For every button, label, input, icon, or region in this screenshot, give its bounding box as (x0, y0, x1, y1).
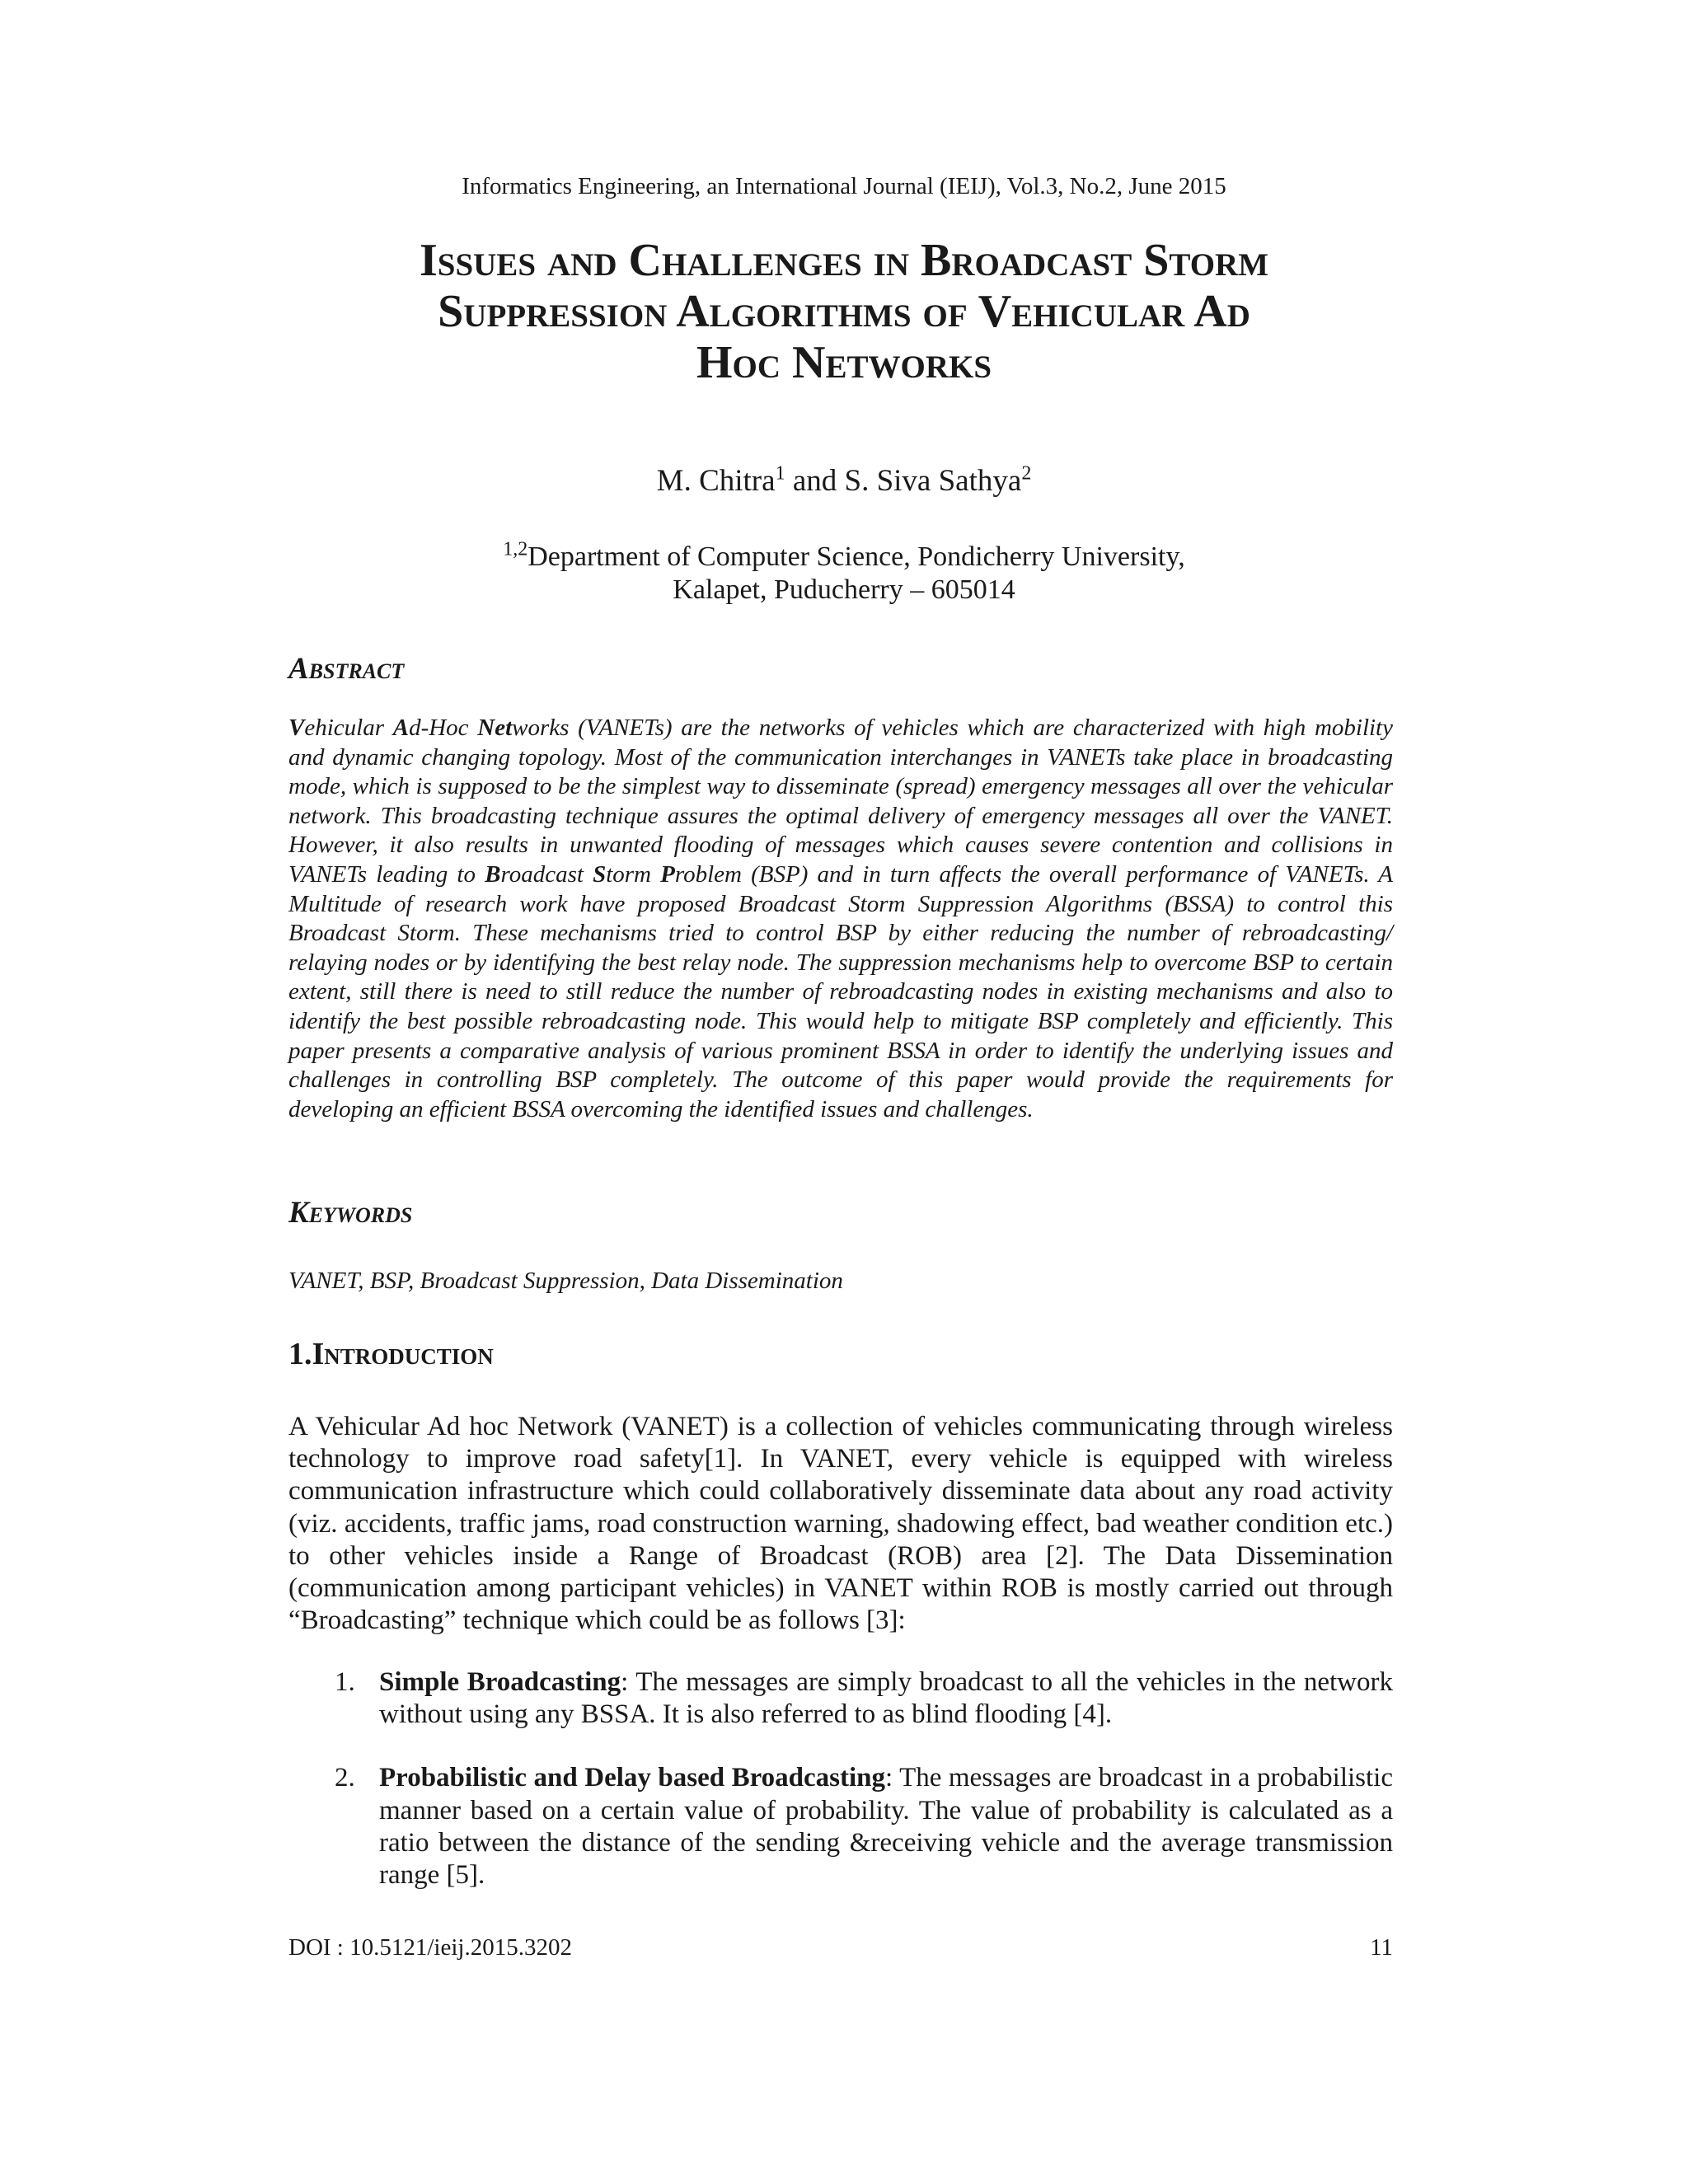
affiliation-mark: 1,2 (503, 538, 528, 560)
abstract-text: torm (606, 860, 661, 888)
abstract-heading: Abstract (288, 652, 405, 686)
affiliation (0, 538, 1688, 607)
introduction-heading: 1.Introduction (288, 1337, 494, 1371)
affiliation-line-2: Kalapet, Puducherry – 605014 (673, 574, 1015, 605)
title-line-1: Issues and Challenges in Broadcast Storm (419, 235, 1269, 286)
abstract-emph-a: A (392, 715, 410, 741)
title-line-3: Hoc Networks (696, 337, 992, 388)
author-conjunction: and (785, 464, 845, 498)
abstract-text: d-Hoc (409, 715, 478, 741)
author-1: M. Chitra (656, 464, 776, 498)
affiliation-department: Department of Computer Science, Pondicherry University, (528, 541, 1185, 572)
list-item (288, 1666, 1393, 1731)
abstract-text: roblem (BSP) and in turn affects the overall performance of VANETs. A Multitude of research work have proposed Broadcast Storm Suppression Algorithms (BSSA) to control this Broadcast Storm. These mechanisms tried to control BSP by either reducing the number of rebroadcasting/ relaying nodes or by identifying the best relay node. The suppression mechanisms help to overcome BSP to certain extent, still there is need to still reduce the number of rebroadcasting nodes in existing mechanisms and also to identify the best possible rebroadcasting node. This would help to mitigate BSP completely and efficiently. This paper presents a comparative analysis of various prominent BSSA in order to identify the underlying issues and challenges in controlling BSP completely. The outcome of this paper would provide the requirements for developing an efficient BSSA overcoming the identified issues and challenges. (288, 860, 1393, 1122)
list-item (288, 1762, 1393, 1891)
page-number: 11 (1370, 1934, 1393, 1961)
affiliation-line-1 (0, 538, 1688, 574)
list-item-term: Probabilistic and Delay based Broadcasting (379, 1763, 886, 1793)
footer-doi: DOI : 10.5121/ieij.2015.3202 (288, 1934, 572, 1961)
broadcasting-list (288, 1666, 1393, 1923)
abstract-emph-s: S (593, 860, 607, 888)
abstract-emph-p: P (660, 860, 675, 888)
abstract-text: roadcast (500, 860, 593, 888)
title-line-2: Suppression Algorithms of Vehicular Ad (438, 286, 1250, 337)
running-header: Informatics Engineering, an International Journal (IEIJ), Vol.3, No.2, June 2015 (462, 173, 1226, 199)
abstract-emph-b: B (485, 860, 501, 888)
list-item-text: : The messages are broadcast in a probabilistic manner based on a certain value of probability. The value of probability is calculated as a ratio between the distance of the sending &receiving vehicle and the average transmission range [5]. (379, 1763, 1393, 1891)
abstract-body (288, 714, 1393, 1124)
list-item-number: 2. (335, 1763, 355, 1793)
author-1-affiliation-mark: 1 (775, 462, 785, 485)
author-2: S. Siva Sathya (844, 464, 1022, 498)
list-item-number: 1. (335, 1667, 355, 1697)
list-item-text: : The messages are simply broadcast to all the vehicles in the network without using any BSSA. It is also referred to as blind flooding [4]. (379, 1667, 1393, 1730)
abstract-emph-v: V (288, 715, 305, 741)
introduction-paragraph: A Vehicular Ad hoc Network (VANET) is a collection of vehicles communicating through wireless technology to improve road safety[1]. In VANET, every vehicle is equipped with wireless communication infrastructure which could collaboratively disseminate data about any road activity (viz. accidents, traffic jams, road construction warning, shadowing effect, bad weather condition etc.) to other vehicles inside a Range of Broadcast (ROB) area [2]. The Data Dissemination (communication among participant vehicles) in VANET within ROB is mostly carried out through “Broadcasting” technique which could be as follows [3]: (288, 1412, 1393, 1636)
keywords-list: VANET, BSP, Broadcast Suppression, Data Dissemination (288, 1268, 843, 1294)
list-item-term: Simple Broadcasting (379, 1667, 621, 1697)
keywords-heading: Keywords (288, 1196, 413, 1230)
abstract-text: works (VANETs) are the networks of vehicles which are characterized with high mobility and dynamic changing topology. Most of the communication interchanges in VANETs take place in broadcasting mode, which is supposed to be the simplest way to disseminate (spread) emergency messages all over the vehicular network. This broadcasting technique assures the optimal delivery of emergency messages all over the VANET. However, it also results in unwanted flooding of messages which causes severe contention and collisions in VANETs leading to (288, 715, 1393, 888)
author-2-affiliation-mark: 2 (1021, 462, 1032, 485)
abstract-emph-net: Net (477, 715, 513, 741)
paper-title (247, 235, 1441, 388)
abstract-text: ehicular (304, 715, 393, 741)
authors (0, 463, 1688, 499)
